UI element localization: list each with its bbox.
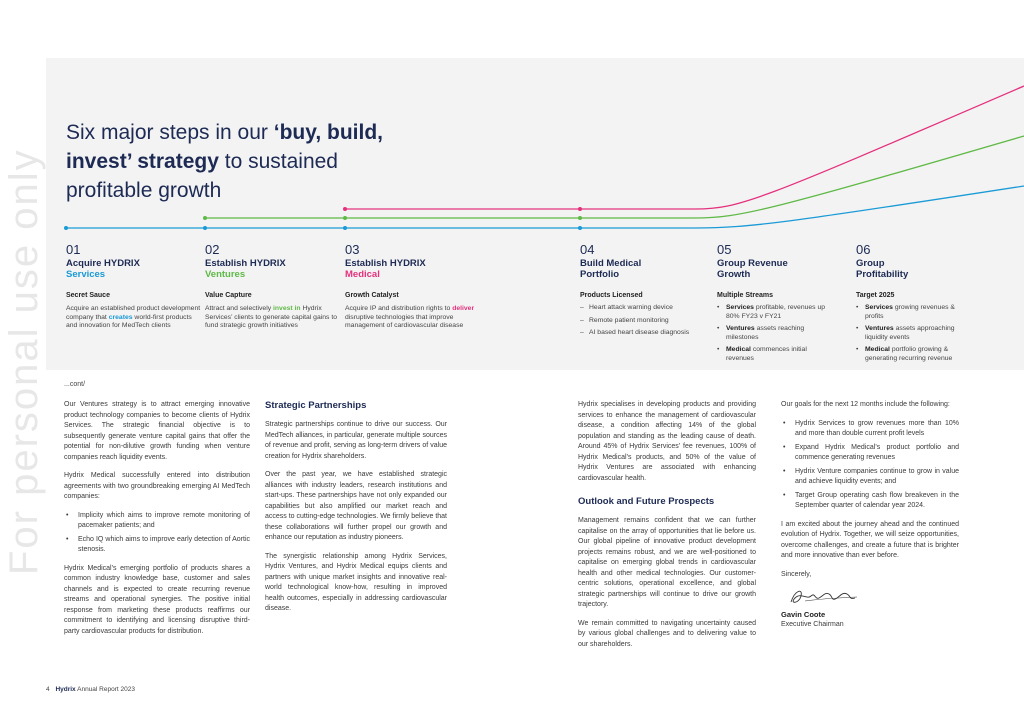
goals-list	[781, 419, 959, 512]
watermark-text: For personal use only	[2, 148, 46, 575]
list-item: • Implicity which aims to improve remote monitoring of pacemaker patients; and	[64, 511, 250, 532]
footer-doc-title: Annual Report 2023	[77, 686, 135, 693]
list-item: • Medical commences initial revenues	[717, 346, 827, 363]
list-item: • Medical portfolio growing & generating recurring revenue	[856, 346, 968, 363]
bullet-list	[64, 511, 250, 556]
step-title-line2: Profitability	[856, 269, 909, 280]
green-node-02	[203, 216, 207, 220]
step-title-accent: Services	[66, 269, 106, 280]
step-number: 03	[345, 242, 360, 257]
step-number: 02	[205, 242, 220, 257]
list-item: • Hydrix Services to grow revenues more than 10% and more than double current profit levels	[781, 419, 959, 440]
step-06	[856, 243, 968, 368]
green-node-03	[343, 216, 347, 220]
paragraph: We remain committed to navigating uncertainty caused by various global challenges and to delivering value to our shareholders.	[578, 619, 756, 648]
step-01	[66, 243, 201, 331]
paragraph: Management remains confident that we can further capitalise on the array of opportunities that lie before us. Our global pipeline of innovative product development projects remains robust, and we are well-positioned to capitalise on emerging global trends in cardiovascular health and other medical technologies. Our customer-centric solutions, operational excellence, and global strategic partnerships will continue to drive our growth trajectory.	[578, 517, 756, 608]
step-number: 05	[717, 242, 732, 257]
step-list	[580, 304, 715, 338]
list-item: – Remote patient monitoring	[580, 317, 715, 326]
step-03	[345, 243, 480, 331]
paragraph: Hydrix Medical’s emerging portfolio of products shares a common industry knowledge base, customer and sales channels and is expected to create recurring revenue streams and operational synergies. The positive initial response from marketing these products reaffirms our commitment to identifying and licensing disruptive third-party cardiovascular products for distribution.	[64, 564, 250, 635]
step-title: Establish HYDRIX	[345, 258, 426, 269]
step-list	[856, 304, 968, 364]
step-title: Group Revenue	[717, 258, 788, 269]
step-04	[580, 243, 715, 342]
paragraph: Over the past year, we have established strategic alliances with industry leaders, research institutions and start-ups. These partnerships have not only expanded our capabilities but also amplified our market reach and access to cutting-edge technologies. We firmly believe that these collaborations will further propel our growth and enhance our reputation as industry pioneers.	[265, 471, 447, 541]
text-column-3	[578, 400, 756, 658]
step-subtitle: Growth Catalyst	[345, 292, 399, 299]
pink-node-04	[578, 207, 582, 211]
green-growth-line	[205, 136, 1024, 218]
step-description: Acquire an established product development company that creates world-first products and innovation for MedTech clients	[66, 305, 201, 330]
list-item: • Services growing revenues & profits	[856, 304, 968, 321]
blue-node-03	[343, 226, 347, 230]
text-column-1	[64, 400, 250, 645]
page-number: 4	[46, 686, 50, 693]
list-item: – AI based heart disease diagnosis	[580, 329, 715, 338]
paragraph: I am excited about the journey ahead and the continued evolution of Hydrix. Together, we will seize opportunities, overcome challenges, and create a future that is brighter and more innovative than ever before.	[781, 520, 959, 559]
step-description: Acquire IP and distribution rights to deliver disruptive technologies that improve management of cardiovascular disease	[345, 305, 475, 330]
step-title: Build Medical	[580, 258, 642, 269]
signatory-name: Gavin Coote	[781, 610, 826, 619]
section-heading: Strategic Partnerships	[265, 400, 367, 411]
paragraph: Hydrix Medical successfully entered into distribution agreements with two groundbreaking emerging AI MedTech companies:	[64, 472, 250, 500]
paragraph: Our Ventures strategy is to attract emerging innovative product technology companies to become clients of Hydrix Services. The strategic financial objective is to subsequently generate venture capital gains that offer the potential for non-dilutive growth funding when venture companies reach liquidity events.	[64, 401, 250, 461]
list-item: • Echo IQ which aims to improve early detection of Aortic stenosis.	[64, 535, 250, 556]
section-heading: Outlook and Future Prospects	[578, 496, 715, 507]
green-node-04	[578, 216, 582, 220]
page-footer	[46, 686, 135, 693]
pink-node-03	[343, 207, 347, 211]
step-number: 04	[580, 242, 595, 257]
step-description: Attract and selectively invest in Hydrix Services’ clients to generate capital gains to fund strategic growth initiatives	[205, 305, 337, 330]
step-05	[717, 243, 827, 368]
step-title-accent: Ventures	[205, 269, 246, 280]
step-title-accent: Medical	[345, 269, 380, 280]
step-02	[205, 243, 340, 331]
step-title: Group	[856, 258, 885, 269]
list-item: – Heart attack warning device	[580, 304, 715, 313]
step-subtitle: Target 2025	[856, 292, 895, 299]
blue-growth-line	[66, 186, 1024, 228]
list-item: • Expand Hydrix Medical’s product portfolio and commence generating revenues	[781, 443, 959, 464]
step-subtitle: Secret Sauce	[66, 292, 110, 299]
sign-off: Sincerely,	[781, 570, 812, 578]
list-item: • Ventures assets reaching milestones	[717, 325, 827, 342]
signatory-role: Executive Chairman	[781, 621, 844, 628]
text-column-4	[781, 400, 959, 628]
signature	[785, 586, 865, 608]
footer-brand: Hydrix	[55, 686, 76, 693]
list-item: • Target Group operating cash flow breakeven in the September quarter of calendar year 2024.	[781, 491, 959, 512]
paragraph: Strategic partnerships continue to drive our success. Our MedTech alliances, in particular, generate multiple sources of revenue and profit, serving as long-term drivers of value creation for Hydrix shareholders.	[265, 421, 447, 460]
step-number: 01	[66, 242, 81, 257]
pink-growth-line	[345, 86, 1024, 209]
step-subtitle: Multiple Streams	[717, 292, 774, 299]
continued-marker: ...cont/	[64, 381, 86, 388]
page-headline: Six major steps in our ‘buy, build, invest’ strategy to sustained profitable growth	[66, 121, 384, 202]
step-title-line2: Growth	[717, 269, 751, 280]
step-list	[717, 304, 827, 364]
paragraph: The synergistic relationship among Hydrix Services, Hydrix Ventures, and Hydrix Medical equips clients and partners with unique market insights and innovative real-world technological know-how, resulting in improved health outcomes, especially in addressing cardiovascular disease.	[265, 552, 447, 612]
paragraph: Our goals for the next 12 months include the following:	[781, 401, 950, 408]
step-subtitle: Products Licensed	[580, 292, 643, 299]
list-item: • Ventures assets approaching liquidity events	[856, 325, 968, 342]
blue-node-02	[203, 226, 207, 230]
blue-node-01	[64, 226, 68, 230]
list-item: • Hydrix Venture companies continue to grow in value and achieve liquidity events; and	[781, 467, 959, 488]
step-title: Establish HYDRIX	[205, 258, 286, 269]
step-title: Acquire HYDRIX	[66, 258, 140, 269]
step-subtitle: Value Capture	[205, 292, 252, 299]
step-title-line2: Portfolio	[580, 269, 620, 280]
paragraph: Hydrix specialises in developing products and providing services to enhance the management of cardiovascular disease, a condition affecting 14% of the global population and standing as the leading cause of death. Around 45% of Hydrix Services’ fee revenues, 100% of Hydrix Medical’s products, and 50% of the value of Hydrix Ventures are associated with enhancing cardiovascular health.	[578, 401, 756, 482]
text-column-2	[265, 400, 447, 623]
blue-node-04	[578, 226, 582, 230]
step-number: 06	[856, 242, 871, 257]
list-item: • Services profitable, revenues up 80% FY23 v FY21	[717, 304, 827, 321]
